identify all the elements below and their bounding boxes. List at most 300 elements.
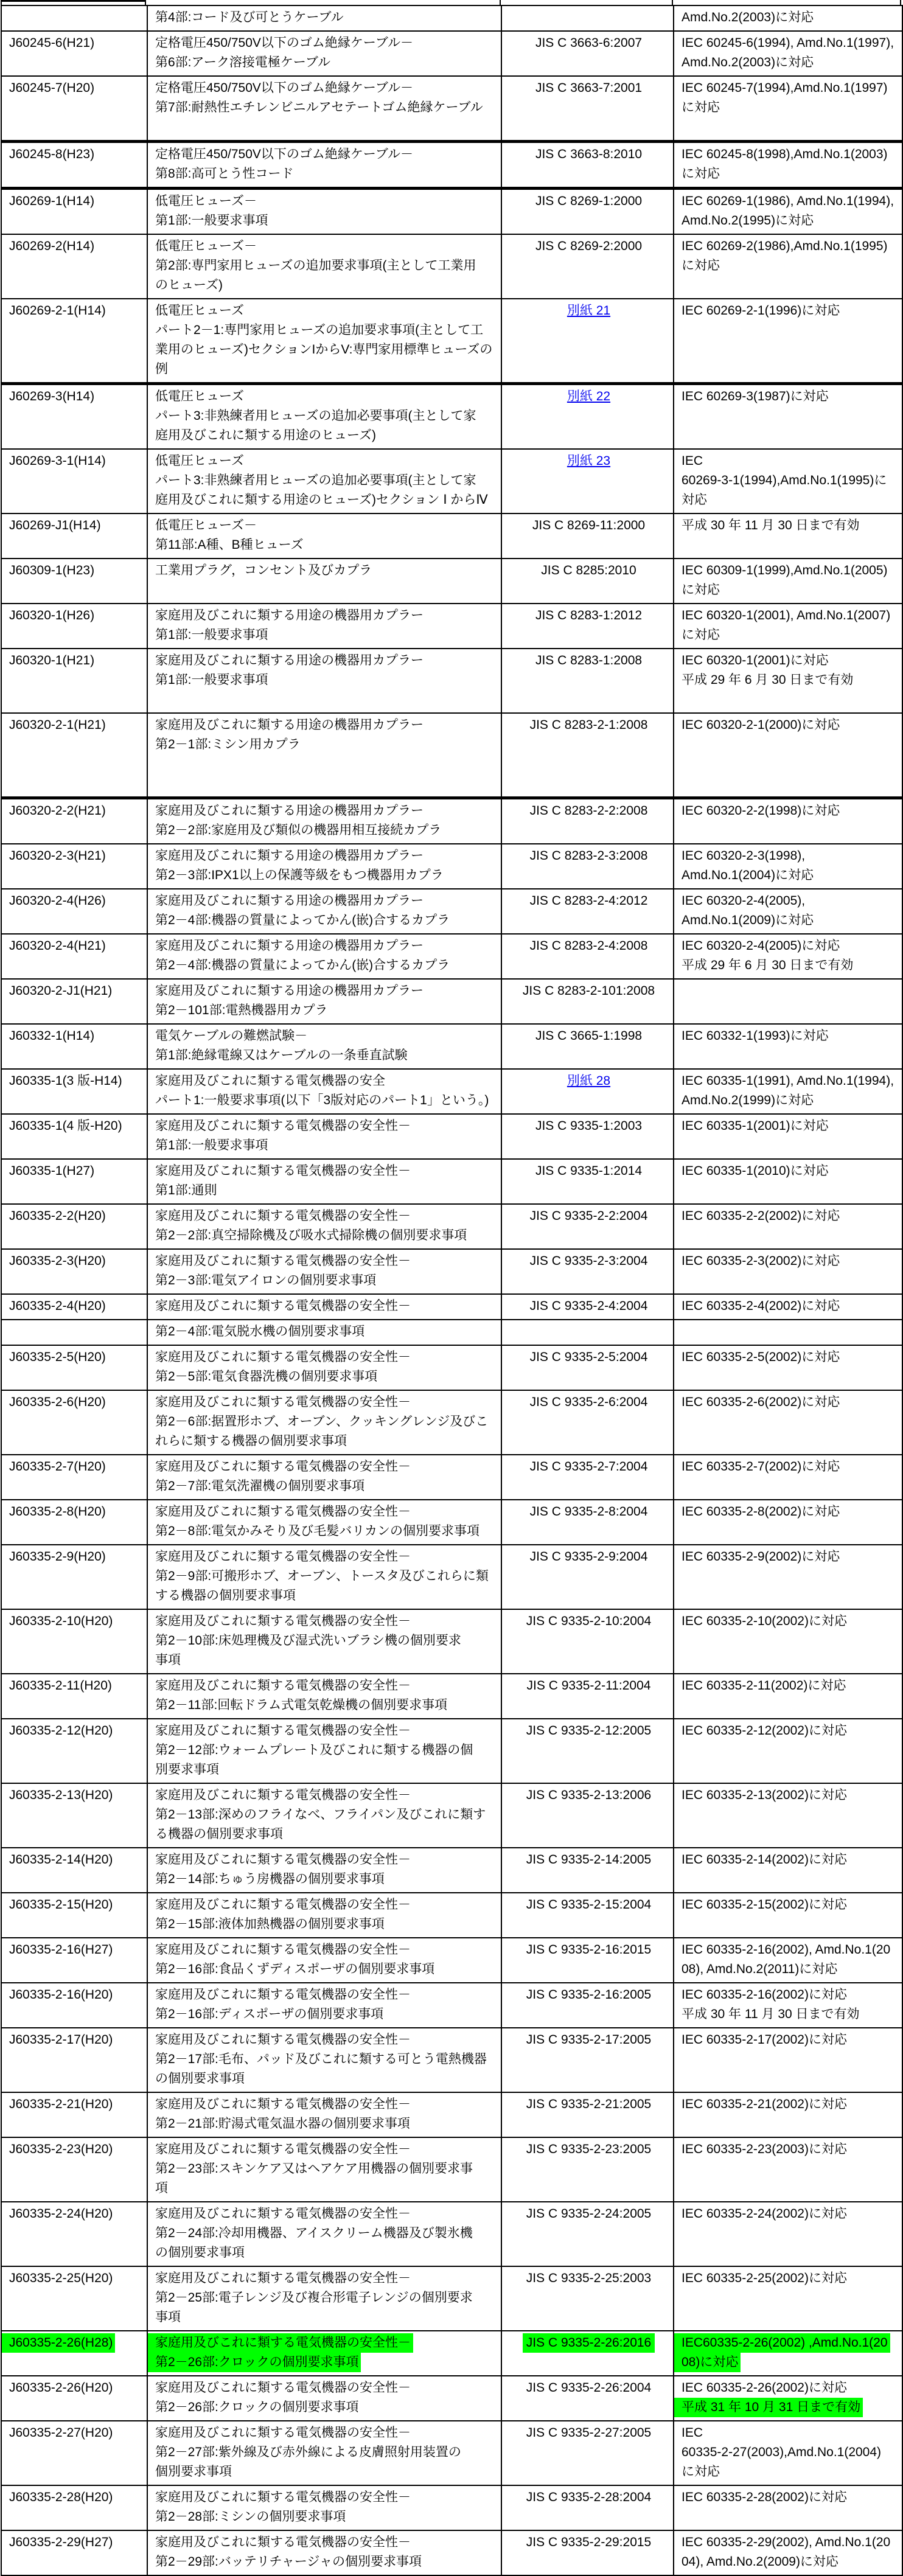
standard-code-cell [1,1719,147,1783]
iec-ref-cell [674,1545,902,1609]
text-line: 家庭用及びこれに類する電気機器の安全性－ [155,1853,411,1867]
standard-title-cell [147,1719,501,1783]
text-line: 家庭用及びこれに類する電気機器の安全性－ [155,1209,411,1223]
standard-code-cell [1,979,147,1024]
standards-row [1,142,902,189]
standard-title-cell [147,2530,501,2575]
text-line: 第11部:A種、B種ヒューズ [155,538,304,552]
text-line: パート3:非熟練者用ヒューズの追加必要事項(主として家 [155,409,476,423]
text-line: 家庭用及びこれに類する電気機器の安全性－ [155,2207,411,2221]
standard-title-cell [147,1204,501,1249]
jis-ref-cell [501,449,674,513]
standard-code-cell [1,234,147,299]
standard-title-cell [147,1320,501,1345]
standard-title-cell [147,1345,501,1390]
iec-ref-cell [674,2421,902,2485]
text-line: IEC 60320-2-4(2005), [682,894,806,908]
text-line: 家庭用及びこれに類する電気機器の安全性－ [155,2426,411,2440]
text-line: IEC 60245-8(1998),Amd.No.1(2003) [682,147,888,161]
jis-ref-cell: JIS C 9335-2-2:2004 [501,1204,674,1249]
standard-title-cell [147,189,501,235]
text-line: 家庭用及びこれに類する電気機器の安全性－ [155,1724,411,1738]
text-line: IEC 60335-1(2010)に対応 [682,1164,829,1178]
standard-title-cell [147,1069,501,1114]
iec-ref-cell [674,76,902,142]
text-line: J60335-1(3 版-H14) [9,1074,122,1088]
standards-row [1,1609,902,1674]
standard-title-cell [147,1983,501,2028]
text-line: 別要求事項 [155,1763,219,1777]
text-line: 第2－101部:電熱機器用カプラ [155,1003,328,1017]
bessi-attachment-link[interactable]: 別紙 28 [567,1074,611,1088]
text-line: J60245-6(H21) [9,36,95,50]
iec-ref-cell [674,2485,902,2530]
jis-ref-cell: JIS C 9335-2-17:2005 [501,2028,674,2092]
text-line: 家庭用及びこれに類する電気機器の安全性－ [155,1254,411,1268]
text-line: パート3:非熟練者用ヒューズの追加必要事項(主として家 [155,473,476,487]
standard-code-cell [1,2376,147,2421]
standards-row [1,1345,902,1390]
iec-ref-cell [674,234,902,299]
iec-ref-cell [674,449,902,513]
jis-ref-cell: JIS C 8269-11:2000 [501,513,674,559]
iec-ref-cell [674,1345,902,1390]
iec-ref-cell [674,1674,902,1719]
text-line [155,117,496,137]
standard-title-cell [147,234,501,299]
standard-title-cell [147,449,501,513]
standard-code-cell [1,2530,147,2575]
text-line: IEC 60335-2-9(2002)に対応 [682,1550,840,1564]
text-line: 家庭用及びこれに類する電気機器の安全性－ [155,1679,411,1693]
standard-code-cell [1,1455,147,1500]
standard-title-cell [147,1024,501,1069]
text-line: 第8部:高可とう性コード [155,167,294,181]
standard-title-cell [147,2485,501,2530]
text-line: IEC 60245-7(1994),Amd.No.1(1997) [682,81,888,95]
iec-ref-cell [674,1069,902,1114]
standard-code-cell [1,1320,147,1345]
standards-row [1,604,902,649]
jis-ref-cell: JIS C 9335-2-3:2004 [501,1249,674,1294]
text-line: 家庭用及びこれに類する電気機器の安全性－ [155,1898,411,1912]
jis-ref-cell [501,1320,674,1345]
jis-ref-cell: JIS C 8283-2-101:2008 [501,979,674,1024]
text-line: 第2－6部:据置形ホブ、オーブン、クッキングレンジ及びこ [155,1415,489,1429]
column-border-stub [1,0,2,5]
standards-row [1,979,902,1024]
jis-ref-cell [501,2331,674,2376]
iec-ref-cell [674,142,902,189]
standard-code-cell [1,1294,147,1320]
text-line: IEC 60335-2-11(2002)に対応 [682,1679,846,1693]
standard-title-cell [147,934,501,979]
jis-ref-cell [501,1069,674,1114]
standards-row [1,1938,902,1983]
text-line: IEC [682,454,703,468]
text-line: IEC 60269-2(1986),Amd.No.1(1995) [682,239,888,253]
jis-ref-cell: JIS C 9335-2-16:2015 [501,1938,674,1983]
standards-row [1,1069,902,1114]
text-line: 対応 [682,493,707,507]
standards-row [1,1674,902,1719]
bessi-attachment-link[interactable]: 別紙 23 [567,454,611,468]
text-line: Amd.No.2(2003)に対応 [682,10,814,24]
text-line: 家庭用及びこれに類する用途の機器用カプラー [155,849,424,863]
text-line: 工業用プラグ，コンセント及びカプラ [155,563,372,577]
standard-code-cell [1,1893,147,1938]
text-line: J60320-2-2(H21) [9,804,106,818]
standard-code-cell [1,1500,147,1545]
iec-ref-cell [674,1719,902,1783]
jis-ref-cell: JIS C 9335-2-4:2004 [501,1294,674,1320]
text-line: 家庭用及びこれに類する電気機器の安全性－ [155,1395,411,1409]
standard-code-cell [1,604,147,649]
text-line: 電気ケーブルの難燃試験－ [155,1029,308,1043]
text-line: 第2－14部:ちゅう房機器の個別要求事項 [155,1872,385,1886]
text-line: IEC 60335-2-25(2002)に対応 [682,2271,847,2285]
standard-title-cell [147,2202,501,2266]
standard-title-cell [147,844,501,889]
text-line: 第1部:通則 [155,1183,217,1197]
text-line: IEC 60335-2-26(2002)に対応 [682,2381,847,2395]
standards-row [1,449,902,513]
text-line: 平成 29 年 6 月 30 日まで有効 [682,673,854,687]
standards-row [1,189,902,235]
text-line: パート2－1:専門家用ヒューズの追加要求事項(主として工 [155,323,484,337]
text-line: IEC 60320-2-1(2000)に対応 [682,718,840,732]
text-line: J60320-1(H26) [9,608,95,622]
standard-code-cell [1,1783,147,1848]
text-line: 第2－1部:ミシン用カプラ [155,737,301,751]
text-line: J60320-2-J1(H21) [9,984,113,998]
text-line: 家庭用及びこれに類する電気機器の安全性－ [155,1164,411,1178]
standard-title-cell [147,1938,501,1983]
text-line: Amd.No.2(2003)に対応 [682,55,814,69]
jis-ref-cell: JIS C 9335-2-11:2004 [501,1674,674,1719]
standard-title-cell [147,1500,501,1545]
standard-code-cell [1,449,147,513]
standard-title-cell [147,2421,501,2485]
bessi-attachment-link[interactable]: 別紙 21 [567,304,611,318]
column-border-stub [672,0,673,5]
text-line: IEC 60320-1(2001)に対応 [682,653,829,667]
highlight-marker: 平成 31 年 10 月 31 日まで有効 [674,2398,863,2417]
text-line: に対応 [682,2465,720,2479]
iec-ref-cell [674,2202,902,2266]
iec-ref-cell [674,1848,902,1893]
text-line: 項 [155,2181,168,2195]
standard-title-cell [147,513,501,559]
text-line: J60335-2-23(H20) [9,2142,113,2156]
text-line: 第2－16部:ディスポーザの個別要求事項 [155,2007,384,2021]
standards-row [1,76,902,142]
text-line: Amd.No.2(1995)に対応 [682,214,814,228]
text-line: 家庭用及びこれに類する電気機器の安全性－ [155,2381,411,2395]
text-line: IEC 60335-2-13(2002)に対応 [682,1788,847,1802]
standard-code-cell [1,844,147,889]
text-line: 第2－2部:家庭用及び類似の機器用相互接続カプラ [155,823,442,837]
standard-code-cell [1,2028,147,2092]
text-line: J60309-1(H23) [9,563,95,577]
standard-code-cell [1,5,147,31]
text-line: 第2－15部:液体加熱機器の個別要求事項 [155,1917,385,1931]
jis-ref-cell: JIS C 9335-2-25:2003 [501,2266,674,2331]
iec-ref-cell [674,1500,902,1545]
standards-row [1,1114,902,1159]
jis-ref-cell: JIS C 8283-2-1:2008 [501,713,674,798]
text-line: 低電圧ヒューズ－ [155,194,257,208]
text-line: 低電圧ヒューズ [155,389,244,403]
standard-code-cell [1,189,147,235]
iec-ref-cell [674,2530,902,2575]
standard-title-cell [147,798,501,844]
jis-ref-cell [501,5,674,31]
highlight-marker: J60335-2-26(H28) [2,2333,115,2353]
text-line: 第2－21部:貯湯式電気温水器の個別要求事項 [155,2117,410,2131]
column-border-stub [500,0,501,5]
jis-ref-cell: JIS C 9335-2-21:2005 [501,2092,674,2137]
standard-code-cell [1,1345,147,1390]
text-line: J60320-1(H21) [9,653,95,667]
text-line: 第6部:アーク溶接電極ケーブル [155,55,330,69]
text-line: に対応 [682,167,720,181]
standard-code-cell [1,1114,147,1159]
text-line: 第2－3部:電気アイロンの個別要求事項 [155,1273,377,1287]
standards-row [1,649,902,713]
text-line: に対応 [682,100,720,114]
text-line: IEC 60335-2-8(2002)に対応 [682,1505,840,1519]
jis-ref-cell: JIS C 9335-2-28:2004 [501,2485,674,2530]
text-line: IEC 60335-2-10(2002)に対応 [682,1614,847,1628]
text-line: Amd.No.1(2004)に対応 [682,868,814,882]
standard-code-cell [1,889,147,934]
iec-ref-cell [674,2266,902,2331]
standard-code-cell [1,1204,147,1249]
text-line: 第2－28部:ミシンの個別要求事項 [155,2510,346,2524]
text-line: 第2－3部:IPX1以上の保護等級をもつ機器用カプラ [155,868,444,882]
text-line: IEC 60320-1(2001), Amd.No.1(2007) [682,608,891,622]
text-line: IEC 60335-2-12(2002)に対応 [682,1724,847,1738]
standard-code-cell [1,1545,147,1609]
text-line: IEC 60320-2-3(1998), [682,849,806,863]
text-line: J60335-2-29(H27) [9,2535,113,2549]
jis-ref-cell: JIS C 8285:2010 [501,559,674,604]
iec-ref-cell [674,2376,902,2421]
previous-row-border-fragment [1,0,145,2]
jis-ref-cell: JIS C 9335-2-14:2005 [501,1848,674,1893]
text-line: J60245-7(H20) [9,81,95,95]
text-line: J60335-2-26(H20) [9,2381,113,2395]
previous-page-remnant [0,0,903,5]
text-line: に対応 [682,259,720,273]
text-line: 第1部:一般要求事項 [155,214,268,228]
jis-ref-cell: JIS C 9335-2-6:2004 [501,1390,674,1455]
highlight-marker: 家庭用及びこれに類する電気機器の安全性－ [148,2333,413,2353]
text-line [9,2333,142,2353]
highlight-marker: JIS C 9335-2-26:2016 [523,2333,655,2353]
text-line: 第2－7部:電気洗濯機の個別要求事項 [155,1479,365,1493]
text-line: IEC 60335-2-16(2002)に対応 [682,1988,847,2002]
standard-code-cell [1,142,147,189]
text-line: IEC 60332-1(1993)に対応 [682,1029,829,1043]
text-line: 家庭用及びこれに類する電気機器の安全性－ [155,1988,411,2002]
iec-ref-cell [674,1983,902,2028]
text-line: 家庭用及びこれに類する用途の機器用カプラー [155,608,424,622]
text-line: 家庭用及びこれに類する電気機器の安全性－ [155,2271,411,2285]
standard-code-cell [1,31,147,76]
standards-row [1,2485,902,2530]
jis-ref-cell: JIS C 9335-2-9:2004 [501,1545,674,1609]
text-line: J60320-2-1(H21) [9,718,106,732]
text-line: れらに類する機器の個別要求事項 [155,1434,347,1448]
standard-title-cell [147,1848,501,1893]
iec-ref-cell [674,31,902,76]
text-line: 第2－27部:紫外線及び赤外線による皮膚照射用装置の [155,2445,461,2459]
text-line: 例 [155,362,168,376]
standard-code-cell [1,384,147,450]
text-line: 第2－23部:スキンケア又はヘアケア用機器の個別要求事 [155,2162,473,2176]
text-line: 第2－4部:機器の質量によってかん(嵌)合するカプラ [155,958,450,972]
text-line: 第2－29部:バッテリチャージャの個別要求事項 [155,2555,422,2569]
text-line: IEC 60309-1(1999),Amd.No.1(2005) [682,563,888,577]
text-line: 家庭用及びこれに類する用途の機器用カプラー [155,804,424,818]
iec-ref-cell [674,384,902,450]
text-line: J60245-8(H23) [9,147,95,161]
text-line: 第2－25部:電子レンジ及び複合形電子レンジの個別要求 [155,2291,473,2305]
jis-ref-cell: JIS C 9335-2-24:2005 [501,2202,674,2266]
text-line: J60335-2-7(H20) [9,1460,106,1474]
iec-ref-cell [674,1455,902,1500]
text-line: IEC 60320-2-2(1998)に対応 [682,804,840,818]
text-line: 家庭用及びこれに類する電気機器の安全 [155,1074,385,1088]
text-line [155,2333,496,2353]
text-line: 家庭用及びこれに類する電気機器の安全性－ [155,2033,411,2047]
text-line: する機器の個別要求事項 [155,1589,296,1603]
jis-ref-cell: JIS C 8283-2-4:2008 [501,934,674,979]
text-line: J60335-2-12(H20) [9,1724,113,1738]
standards-row [1,1390,902,1455]
text-line: IEC 60335-2-7(2002)に対応 [682,1460,840,1474]
text-line: J60335-2-15(H20) [9,1898,113,1912]
text-line: J60335-2-16(H27) [9,1943,113,1957]
text-line: Amd.No.2(1999)に対応 [682,1093,814,1107]
iec-ref-cell [674,513,902,559]
text-line: J60332-1(H14) [9,1029,95,1043]
text-line: IEC 60320-2-4(2005)に対応 [682,939,840,953]
standard-title-cell [147,76,501,142]
iec-ref-cell [674,189,902,235]
text-line [509,2333,668,2353]
iec-ref-cell [674,1294,902,1320]
text-line: 業用のヒューズ)セクションIからV:専門家用標準ヒューズの [155,343,493,357]
text-line: J60335-2-28(H20) [9,2490,113,2504]
text-line: 第2－5部:電気食器洗機の個別要求事項 [155,1370,378,1384]
text-line: 家庭用及びこれに類する用途の機器用カプラー [155,939,424,953]
iec-ref-cell [674,1783,902,1848]
text-line: の個別要求事項 [155,2072,245,2086]
standard-code-cell [1,1249,147,1294]
text-line: IEC 60335-2-15(2002)に対応 [682,1898,847,1912]
text-line: J60335-2-13(H20) [9,1788,113,1802]
standard-title-cell [147,1783,501,1848]
text-line: 低電圧ヒューズ－ [155,239,257,253]
iec-ref-cell [674,798,902,844]
jis-ref-cell: JIS C 9335-1:2003 [501,1114,674,1159]
standard-title-cell [147,31,501,76]
jis-ref-cell: JIS C 9335-2-27:2005 [501,2421,674,2485]
standard-title-cell [147,559,501,604]
text-line: 家庭用及びこれに類する用途の機器用カプラー [155,984,424,998]
text-line: J60335-2-2(H20) [9,1209,106,1223]
text-line: 第7部:耐熱性エチレンビニルアセテートゴム絶縁ケーブル [155,100,483,114]
standard-title-cell [147,5,501,31]
standards-row [1,5,902,31]
standard-code-cell [1,1609,147,1674]
standard-title-cell [147,1893,501,1938]
standard-title-cell [147,979,501,1024]
text-line: 庭用及びこれに類する用途のヒューズ) [155,428,376,442]
standards-row [1,1249,902,1294]
standard-title-cell [147,1545,501,1609]
text-line: 家庭用及びこれに類する電気機器の安全性－ [155,1614,411,1628]
standards-row [1,2202,902,2266]
text-line: 第2－17部:毛布、パッド及びこれに類する可とう電熱機器 [155,2052,487,2066]
standard-code-cell [1,1983,147,2028]
standard-code-cell [1,559,147,604]
text-line: 定格電圧450/750V以下のゴム絶縁ケーブル－ [155,36,414,50]
standards-row [1,1204,902,1249]
jis-ref-cell: JIS C 9335-2-10:2004 [501,1609,674,1674]
standards-row [1,1320,902,1345]
text-line: 家庭用及びこれに類する電気機器の安全性－ [155,1119,411,1133]
iec-ref-cell [674,1114,902,1159]
text-line: 第2－4部:電気脱水機の個別要求事項 [155,1325,365,1338]
text-line: 低電圧ヒューズ [155,304,244,318]
standard-code-cell [1,1938,147,1983]
standard-code-cell [1,798,147,844]
iec-ref-cell [674,979,902,1024]
text-line: J60335-2-25(H20) [9,2271,113,2285]
text-line [155,690,496,709]
jis-ref-cell: JIS C 8269-1:2000 [501,189,674,235]
text-line: IEC 60335-2-5(2002)に対応 [682,1350,840,1364]
text-line: 平成 30 年 11 月 30 日まで有効 [682,2007,860,2021]
text-line: J60335-2-27(H20) [9,2426,113,2440]
text-line: J60320-2-3(H21) [9,849,106,863]
text-line: 第1部:絶縁電線又はケーブルの一条垂直試験 [155,1048,408,1062]
jis-ref-cell [501,299,674,384]
iec-ref-cell [674,1893,902,1938]
standard-title-cell [147,1249,501,1294]
jis-ref-cell: JIS C 8283-2-4:2012 [501,889,674,934]
text-line: IEC 60335-2-17(2002)に対応 [682,2033,847,2047]
text-line: IEC 60335-2-4(2002)に対応 [682,1299,840,1313]
text-line: 家庭用及びこれに類する電気機器の安全性－ [155,1299,411,1313]
standard-code-cell [1,1848,147,1893]
jis-ref-cell: JIS C 3663-8:2010 [501,142,674,189]
jis-ref-cell: JIS C 9335-2-23:2005 [501,2137,674,2202]
bessi-attachment-link[interactable]: 別紙 22 [567,389,611,403]
iec-ref-cell [674,299,902,384]
standards-row [1,2376,902,2421]
text-line: J60335-2-16(H20) [9,1988,113,2002]
text-line: J60320-2-4(H21) [9,939,106,953]
text-line: 定格電圧450/750V以下のゴム絶縁ケーブル－ [155,147,414,161]
text-line: 60335-2-27(2003),Amd.No.1(2004) [682,2445,882,2459]
text-line: 第1部:一般要求事項 [155,628,268,642]
standards-row [1,2266,902,2331]
